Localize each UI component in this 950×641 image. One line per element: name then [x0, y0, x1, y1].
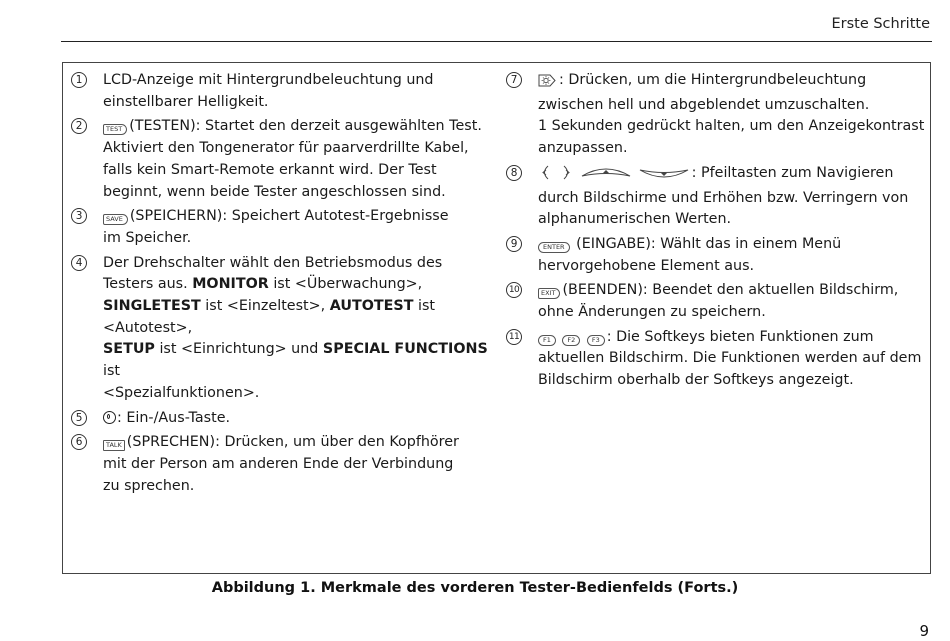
- f1-key-icon: F1: [538, 335, 556, 346]
- item-text: ist: [103, 363, 121, 380]
- running-header: Erste Schritte: [831, 16, 930, 32]
- callout-number: 10: [506, 282, 522, 298]
- item-text: <Spezialfunktionen>.: [103, 384, 260, 401]
- callout-number: 6: [71, 434, 87, 450]
- enter-key-icon: ENTER: [538, 242, 570, 253]
- item-text: Bildschirm oberhalb der Softkeys angezeigt.: [538, 372, 854, 389]
- item-text: falls kein Smart-Remote erkannt wird. Der Test: [103, 161, 437, 178]
- arrow-up-key-icon: [581, 166, 631, 188]
- f2-key-icon: F2: [562, 335, 580, 346]
- list-item-1: [70, 70, 490, 113]
- item-text: aktuellen Bildschirm. Die Funktionen werden auf dem: [538, 350, 922, 367]
- mode-special-functions: SPECIAL FUNCTIONS: [322, 341, 488, 358]
- list-item-8: [505, 163, 930, 231]
- item-text: ist <Überwachung>,: [268, 276, 423, 293]
- f3-key-icon: F3: [587, 335, 605, 346]
- mode-monitor: MONITOR: [192, 276, 269, 293]
- test-key-icon: TEST: [103, 124, 127, 135]
- item-text: 1 Sekunden gedrückt halten, um den Anzeigekontrast: [538, 118, 925, 135]
- callout-number: 4: [71, 255, 87, 271]
- item-text: (SPEICHERN): Speichert Autotest-Ergebnisse: [129, 208, 449, 225]
- arrow-left-key-icon: [538, 165, 552, 188]
- save-key-icon: SAVE: [103, 214, 128, 225]
- callout-number: 9: [506, 236, 522, 252]
- item-text: beginnt, wenn beide Tester angeschlossen sind.: [103, 183, 446, 200]
- item-text: LCD-Anzeige mit Hintergrundbeleuchtung und: [103, 72, 434, 88]
- item-text: ohne Änderungen zu speichern.: [538, 304, 766, 321]
- item-text: anzupassen.: [538, 140, 628, 157]
- list-item-11: [505, 327, 930, 392]
- item-text: : Die Softkeys bieten Funktionen zum: [606, 328, 874, 345]
- mode-singletest: SINGLETEST: [103, 298, 201, 315]
- exit-key-icon: EXIT: [538, 288, 560, 299]
- item-text: : Ein-/Aus-Taste.: [117, 409, 231, 426]
- item-text: zwischen hell und abgeblendet umzuschalten.: [538, 96, 870, 113]
- arrow-right-key-icon: [560, 165, 574, 188]
- right-column: [505, 70, 930, 395]
- callout-number: 8: [506, 165, 522, 181]
- item-text: Aktiviert den Tongenerator für paarverdrillte Kabel,: [103, 140, 469, 157]
- item-text: ist <Einrichtung> und: [154, 341, 323, 358]
- item-text: mit der Person am anderen Ende der Verbindung: [103, 455, 454, 472]
- left-column: [70, 70, 490, 500]
- callout-number: 7: [506, 72, 522, 88]
- callout-number: 5: [71, 410, 87, 426]
- list-item-5: [70, 408, 490, 430]
- list-item-9: [505, 234, 930, 277]
- list-item-2: [70, 116, 490, 203]
- callout-number: 1: [71, 72, 87, 88]
- item-text: Der Drehschalter wählt den Betriebsmodus des: [103, 254, 443, 271]
- mode-autotest: AUTOTEST: [329, 298, 414, 315]
- item-text: : Pfeiltasten zum Navigieren: [691, 164, 894, 181]
- backlight-icon: [538, 73, 556, 95]
- list-item-6: [70, 432, 490, 497]
- header-rule: [61, 41, 932, 42]
- item-text: ist <Autotest>,: [103, 298, 436, 336]
- mode-setup: SETUP: [103, 341, 155, 358]
- arrow-down-key-icon: [639, 166, 689, 188]
- item-text: (BEENDEN): Beendet den aktuellen Bildschirm,: [562, 282, 899, 299]
- callout-number: 3: [71, 208, 87, 224]
- figure-caption: Abbildung 1. Merkmale des vorderen Tester-Bedienfelds (Forts.): [211, 580, 739, 596]
- item-text: hervorgehobene Element aus.: [538, 257, 755, 274]
- item-text: (SPRECHEN): Drücken, um über den Kopfhörer: [126, 434, 459, 451]
- list-item-10: [505, 280, 930, 323]
- item-text: alphanumerischen Werten.: [538, 211, 732, 228]
- callout-number: 11: [506, 329, 522, 345]
- list-item-3: [70, 206, 490, 249]
- callout-number: 2: [71, 118, 87, 134]
- list-item-4: [70, 253, 490, 405]
- item-text: (EINGABE): Wählt das in einem Menü: [571, 235, 842, 252]
- item-text: Testers aus.: [103, 276, 193, 293]
- list-item-7: [505, 70, 930, 160]
- item-text: einstellbarer Helligkeit.: [103, 93, 269, 110]
- item-text: zu sprechen.: [103, 477, 195, 494]
- item-text: im Speicher.: [103, 229, 192, 246]
- page-number: 9: [919, 622, 929, 640]
- item-text: durch Bildschirme und Erhöhen bzw. Verringern von: [538, 189, 909, 206]
- power-icon: [103, 411, 116, 424]
- item-text: : Drücken, um die Hintergrundbeleuchtung: [559, 72, 867, 88]
- talk-key-icon: TALK: [103, 440, 125, 451]
- item-text: (TESTEN): Startet den derzeit ausgewählten Test.: [129, 118, 482, 135]
- item-text: ist <Einzeltest>,: [200, 298, 330, 315]
